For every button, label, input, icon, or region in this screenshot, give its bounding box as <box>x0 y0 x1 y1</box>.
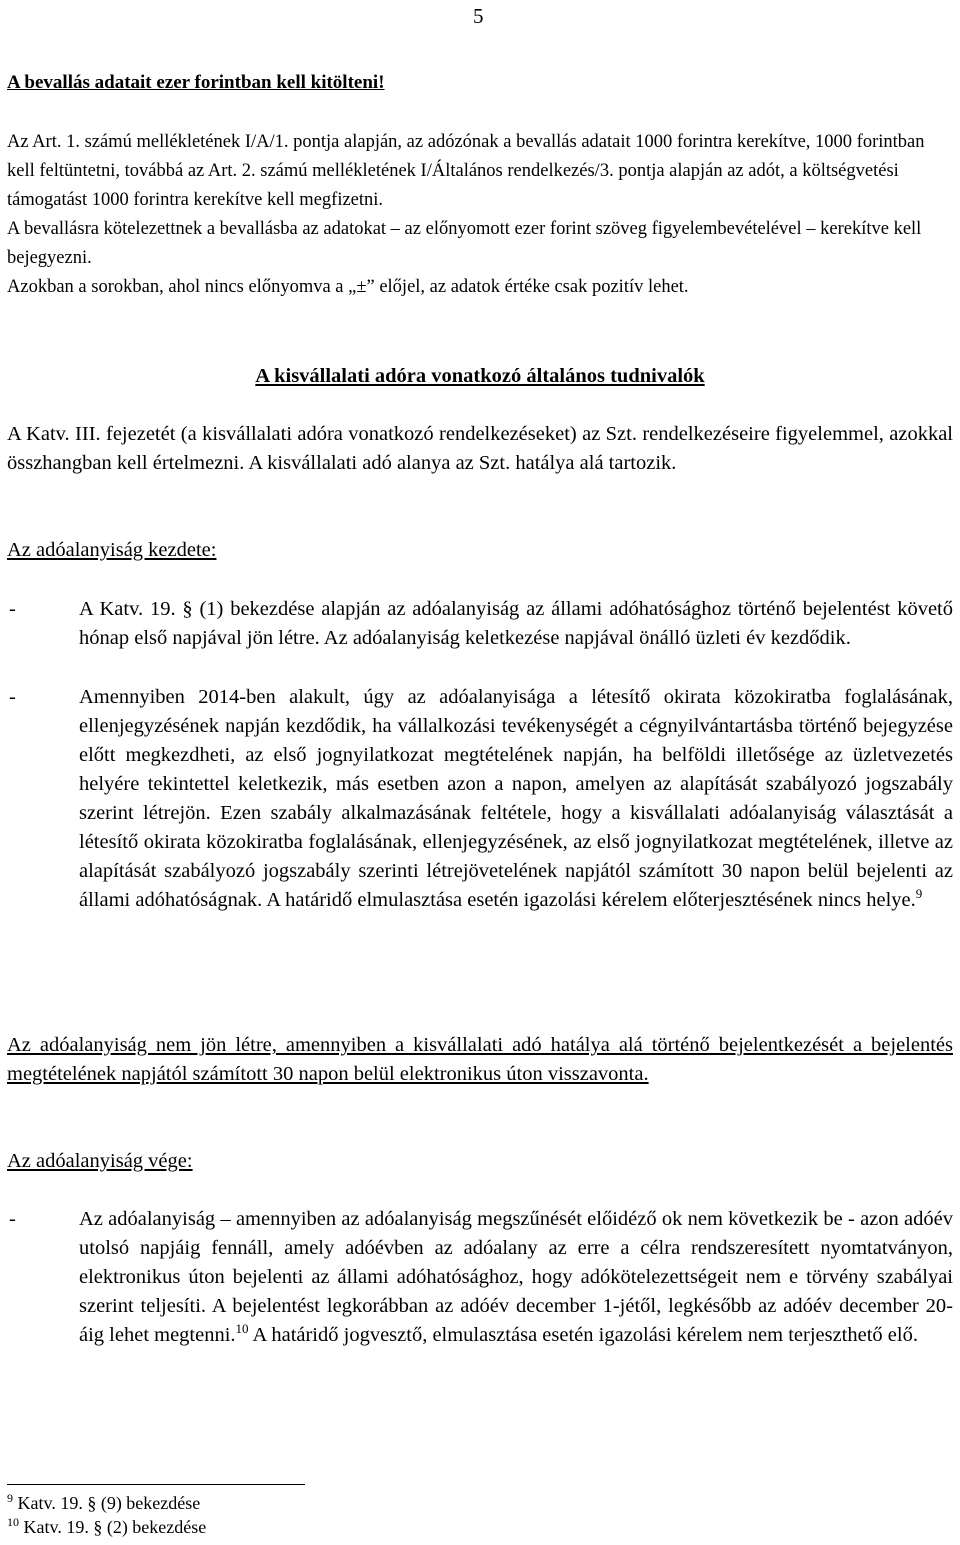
page-number: 5 <box>473 4 484 28</box>
end-item-text-b: A határidő jogvesztő, elmulasztása esetén igazolási kérelem nem terjeszthető elő. <box>248 1324 918 1346</box>
start-list-item-1 <box>7 595 953 653</box>
bullet-dash: - <box>9 1208 16 1230</box>
intro-paragraph-2: A bevallásra kötelezettnek a bevallásba az adatokat – az előnyomott ezer forint szöveg figyelembevételével – kerekítve kell bejegyezni. <box>7 219 922 268</box>
revoke-paragraph: Az adóalanyiság nem jön létre, amennyiben a kisvállalati adó hatálya alá történő bejelentkezését a bejelentés megtételének napjától számított 30 napon belül elektronikus úton visszavonta. <box>7 1034 953 1085</box>
bullet-dash: - <box>9 686 16 708</box>
main-title: A bevallás adatait ezer forintban kell kitölteni! <box>7 72 385 93</box>
end-item-text-a: Az adóalanyiság – amennyiben az adóalanyiság megszűnését előidéző ok nem következik be - azon adóév utolsó napjáig fennáll, amely adóévben az adóalany az erre a célra rendszeresített nyomtatványon, elektronikus úton bejelenti az állami adóhatósághoz, hogy adókötelezettségeit nem e törvény szabályai szerint teljesíti. A bejelentést legkorábban az adóév december 1-jétől, legkésőbb az adóév december 20-áig lehet megtenni. <box>79 1208 953 1346</box>
section-title: A kisvállalati adóra vonatkozó általános tudnivalók <box>255 365 705 387</box>
start-item-1-text: A Katv. 19. § (1) bekezdése alapján az adóalanyiság az állami adóhatósághoz történő bejelentést követő hónap első napjával jön létre. Az adóalanyiság keletkezése napjával önálló üzleti év kezdődik. <box>79 598 953 649</box>
intro-paragraph-1: Az Art. 1. számú mellékletének I/A/1. pontja alapján, az adózónak a bevallás adatait 1000 forintra kerekítve, 1000 forintban kell feltüntetni, továbbá az Art. 2. számú mellékletének I/Általános rendelkezés/3. pontja alapján az adót, a költségvetési támogatást 1000 forintra kerekítve kell megfizetni. <box>7 132 925 210</box>
footnote-9-number: 9 <box>7 1491 13 1505</box>
start-heading: Az adóalanyiság kezdete: <box>7 539 217 561</box>
end-heading: Az adóalanyiság vége: <box>7 1150 193 1172</box>
bullet-dash: - <box>9 598 16 620</box>
start-item-2-text: Amennyiben 2014-ben alakult, úgy az adóalanyisága a létesítő okirata közokiratba foglalásának, ellenjegyzésének napján kezdődik, ha vállalkozási tevékenységét a cégnyilvántartásba történő bejegyzése előtt megkezdheti, az első jognyilatkozat megtételének napján, ha belföldi illetősége az üzletvezetés helyére tekintettel keletkezik, más esetben azon a napon, amelyen az alapítását szabályozó jogszabály szerint létrejön. Ezen szabály alkalmazásának feltétele, hogy a kisvállalati adóalanyiság választását a létesítő okirata közokiratba foglalásának, ellenjegyzésének, az első jognyilatkozat megtételének, illetve az alapítását szabályozó jogszabály szerinti létrejövetelének napjától számított 30 napon belül bejelenti az állami adóhatóságnak. A határidő elmulasztása esetén igazolási kérelem előterjesztésének nincs helye. <box>79 686 953 911</box>
footnote-9-text: Katv. 19. § (9) bekezdése <box>13 1493 201 1513</box>
end-item-container <box>79 1205 953 1350</box>
footnote-ref-10[interactable]: 10 <box>235 1321 249 1337</box>
footnote-separator <box>7 1484 305 1485</box>
footnote-9 <box>7 1492 200 1514</box>
footnote-10-text: Katv. 19. § (2) bekezdése <box>19 1517 207 1537</box>
intro-paragraph-3: Azokban a sorokban, ahol nincs előnyomva a „±” előjel, az adatok értéke csak pozitív lehet. <box>7 277 689 297</box>
intro-block <box>7 128 953 302</box>
footnote-10 <box>7 1516 206 1538</box>
katv-paragraph: A Katv. III. fejezetét (a kisvállalati adóra vonatkozó rendelkezéseket) az Szt. rendelkezéseire figyelemmel, azokkal összhangban kell értelmezni. A kisvállalati adó alanya az Szt. hatálya alá tartozik. <box>7 423 953 474</box>
footnote-10-number: 10 <box>7 1515 19 1529</box>
footnote-ref-9[interactable]: 9 <box>915 886 923 902</box>
start-list-item-2 <box>7 683 953 915</box>
end-list-item <box>7 1205 953 1350</box>
start-item-2-container <box>79 683 953 915</box>
